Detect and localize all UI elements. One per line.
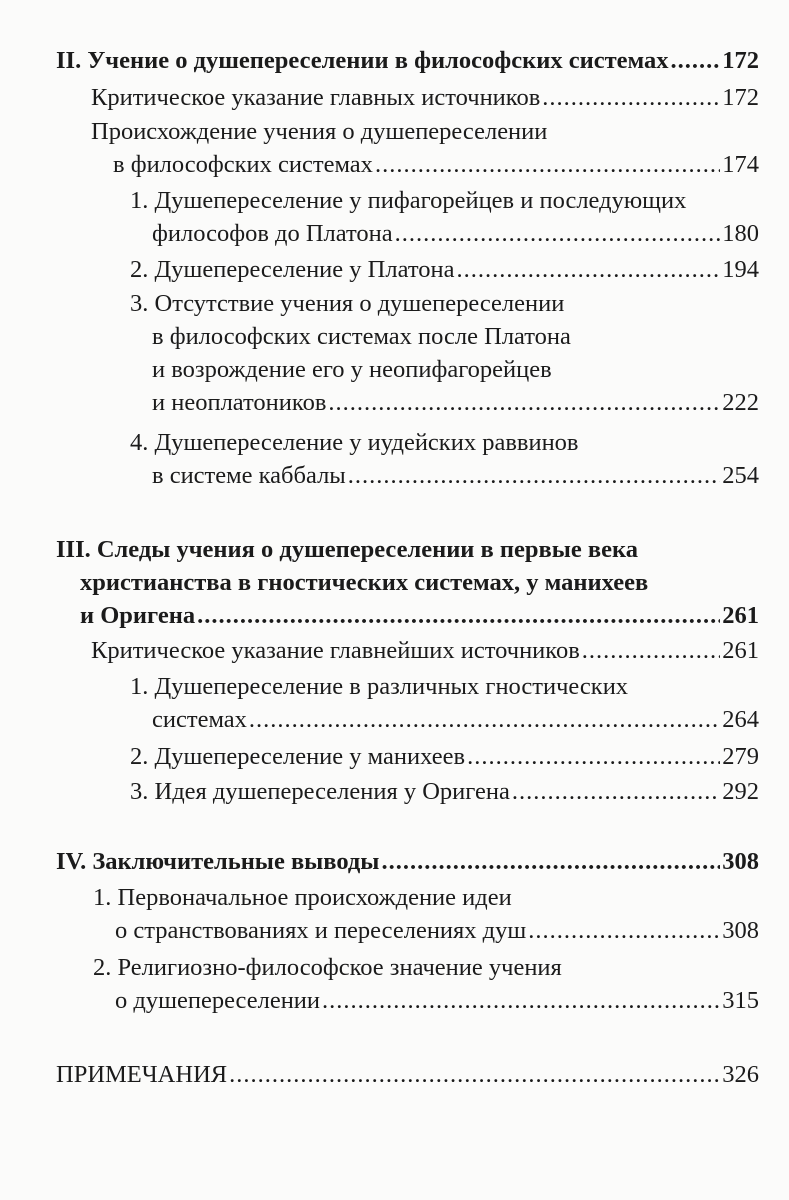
leader-dots bbox=[456, 253, 720, 286]
page-number: 194 bbox=[722, 256, 759, 283]
page-number: 172 bbox=[722, 84, 759, 111]
page-number: 279 bbox=[722, 743, 759, 770]
entry-title: Критическое указание главных источников bbox=[91, 84, 541, 111]
entry-title-line: 3. Отсутствие учения о душепереселении bbox=[130, 290, 565, 317]
leader-dots bbox=[375, 148, 720, 181]
page-number: 261 bbox=[722, 637, 759, 664]
entry-title-line: системах bbox=[152, 706, 247, 733]
entry-title: 2. Душепереселение у манихеев bbox=[130, 743, 466, 770]
page-number: 326 bbox=[722, 1061, 759, 1088]
leader-dots bbox=[512, 775, 720, 808]
page-number: 261 bbox=[722, 602, 759, 629]
page-number: 308 bbox=[722, 848, 759, 875]
entry-title-line: и неоплатоников bbox=[152, 389, 327, 416]
toc-entry-notes[interactable] bbox=[56, 1058, 759, 1091]
toc-entry-section-2[interactable] bbox=[56, 44, 759, 77]
page-number: 292 bbox=[722, 778, 759, 805]
leader-dots bbox=[582, 634, 720, 667]
entry-title: 3. Идея душепереселения у Оригена bbox=[130, 778, 510, 805]
page-number: 172 bbox=[722, 47, 759, 74]
leader-dots bbox=[671, 44, 721, 77]
entry-title-line: в философских системах bbox=[113, 151, 373, 178]
toc-entry-after-plato[interactable] bbox=[130, 287, 759, 419]
entry-title: Критическое указание главнейших источников bbox=[91, 637, 580, 664]
toc-entry-plato[interactable] bbox=[130, 253, 759, 286]
toc-entry-original-origin[interactable] bbox=[93, 881, 759, 947]
entry-title-line: III. Следы учения о душепереселении в первые века bbox=[56, 536, 638, 563]
page-number: 264 bbox=[722, 706, 759, 733]
toc-entry-section-3[interactable] bbox=[56, 533, 759, 632]
toc-entry-section-4[interactable] bbox=[56, 845, 759, 878]
entry-title-line: 1. Первоначальное происхождение идеи bbox=[93, 884, 512, 911]
page-number: 315 bbox=[722, 987, 759, 1014]
entry-title-line: 1. Душепереселение в различных гностических bbox=[130, 673, 629, 700]
leader-dots bbox=[395, 217, 721, 250]
toc-entry-origin[interactable] bbox=[91, 115, 759, 181]
leader-dots bbox=[229, 1058, 720, 1091]
entry-title-line: 1. Душепереселение у пифагорейцев и последующих bbox=[130, 187, 687, 214]
leader-dots bbox=[322, 984, 720, 1017]
entry-title: IV. Заключительные выводы bbox=[56, 848, 380, 875]
entry-title-line: 2. Религиозно-философское значение учения bbox=[93, 954, 562, 981]
toc-entry-gnostics[interactable] bbox=[130, 670, 759, 736]
entry-title-line: и возрождение его у неопифагорейцев bbox=[152, 356, 552, 383]
entry-title: II. Учение о душепереселении в философских системах bbox=[56, 47, 669, 74]
page-number: 180 bbox=[722, 220, 759, 247]
entry-title-line: Происхождение учения о душепереселении bbox=[91, 118, 548, 145]
toc-entry-origen[interactable] bbox=[130, 775, 759, 808]
entry-title: 2. Душепереселение у Платона bbox=[130, 256, 455, 283]
leader-dots bbox=[328, 386, 720, 419]
toc-entry-sources[interactable] bbox=[91, 81, 759, 114]
entry-title-line: в философских системах после Платона bbox=[152, 323, 571, 350]
entry-title-line: 4. Душепереселение у иудейских раввинов bbox=[130, 429, 579, 456]
page-number: 308 bbox=[722, 917, 759, 944]
leader-dots bbox=[381, 845, 720, 878]
page-number: 222 bbox=[722, 389, 759, 416]
toc-entry-religious-meaning[interactable] bbox=[93, 951, 759, 1017]
entry-title-line: и Оригена bbox=[80, 602, 196, 629]
page-number: 254 bbox=[722, 462, 759, 489]
entry-title: ПРИМЕЧАНИЯ bbox=[56, 1061, 228, 1088]
entry-title-line: философов до Платона bbox=[152, 220, 393, 247]
toc-entry-kabbalah[interactable] bbox=[130, 426, 759, 492]
leader-dots bbox=[528, 914, 720, 947]
leader-dots bbox=[348, 459, 720, 492]
toc-entry-manichaeans[interactable] bbox=[130, 740, 759, 773]
entry-title-line: о душепереселении bbox=[115, 987, 321, 1014]
entry-title-line: о странствованиях и переселениях душ bbox=[115, 917, 527, 944]
leader-dots bbox=[197, 599, 720, 632]
entry-title-line: в системе каббалы bbox=[152, 462, 346, 489]
leader-dots bbox=[542, 81, 720, 114]
leader-dots bbox=[249, 703, 720, 736]
toc-entry-main-sources[interactable] bbox=[91, 634, 759, 667]
leader-dots bbox=[467, 740, 720, 773]
entry-title-line: христианства в гностических системах, у манихеев bbox=[80, 569, 649, 596]
page-number: 174 bbox=[722, 151, 759, 178]
toc-entry-pythagoreans[interactable] bbox=[130, 184, 759, 250]
